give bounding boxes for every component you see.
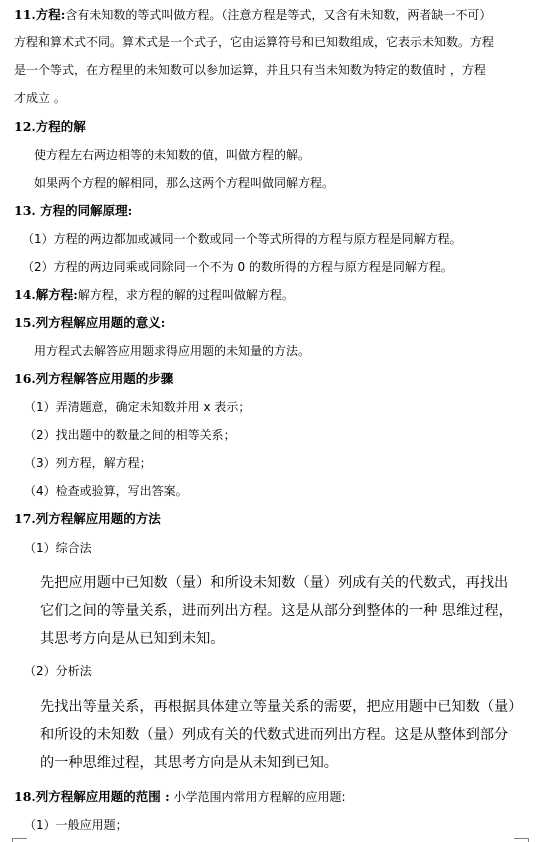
section-11-text-2: 方程和算术式不同。算术式是一个式子，它由运算符号和已知数组成，它表示未知数。方程 <box>14 35 495 49</box>
section-13-text-2: （2）方程的两边同乘或同除同一个不为 0 的数所得的方程与原方程是同解方程。 <box>22 260 453 274</box>
crop-mark-right <box>514 838 529 842</box>
section-18-text-1: 小学范围内常用方程解的应用题: <box>173 790 346 804</box>
section-11-text-3: 是一个等式，在方程里的未知数可以参加运算，并且只有当未知数为特定的数值时 ，方程 <box>14 63 486 77</box>
section-18-text-2: （1）一般应用题； <box>24 818 128 832</box>
method-1-label: （1）综合法 <box>24 541 92 555</box>
method-2-text-2: 和所设的未知数（量）列成有关的代数式进而列出方程。这是从整体到部分 <box>40 727 509 743</box>
section-16-step-4: （4）检查或验算，写出答案。 <box>24 484 188 498</box>
section-15-heading: 15.列方程解应用题的意义: <box>14 315 166 330</box>
method-1-text-2: 它们之间的等量关系，进而列出方程。这是从部分到整体的一种 思维过程， <box>40 603 513 619</box>
section-17-heading: 17.列方程解应用题的方法 <box>14 511 161 526</box>
section-12-heading: 12.方程的解 <box>14 119 86 134</box>
section-11-text-1: 含有未知数的等式叫做方程。（注意方程是等式，又含有未知数，两者缺一不可） <box>65 8 492 22</box>
section-14-line <box>14 287 294 303</box>
method-1-text-1: 先把应用题中已知数（量）和所设未知数（量）列成有关的代数式，再找出 <box>40 575 509 591</box>
section-15-text-1: 用方程式去解答应用题求得应用题的未知量的方法。 <box>34 344 311 358</box>
section-18-heading: 18.列方程解应用题的范围 : <box>14 789 170 804</box>
section-14-text-1: 解方程，求方程的解的过程叫做解方程。 <box>77 288 294 302</box>
section-11-line-1 <box>14 7 491 23</box>
section-13-heading: 13. 方程的同解原理: <box>14 203 133 218</box>
section-13-text-1: （1）方程的两边都加或减同一个数或同一个等式所得的方程与原方程是同解方程。 <box>22 232 462 246</box>
section-11-heading: 11.方程: <box>14 7 66 22</box>
section-16-heading: 16.列方程解答应用题的步骤 <box>14 371 174 386</box>
method-2-label: （2）分析法 <box>24 664 92 678</box>
method-2-text-3: 的一种思维过程，其思考方向是从未知到已知。 <box>40 755 338 771</box>
section-12-text-1: 使方程左右两边相等的未知数的值，叫做方程的解。 <box>34 148 311 162</box>
section-16-step-1: （1）弄清题意，确定未知数并用 x 表示； <box>24 400 251 414</box>
section-12-text-2: 如果两个方程的解相同，那么这两个方程叫做同解方程。 <box>34 176 335 190</box>
method-2-text-1: 先找出等量关系，再根据具体建立等量关系的需要，把应用题中已知数（量） <box>40 699 523 715</box>
method-1-text-3: 其思考方向是从已知到未知。 <box>40 631 225 647</box>
section-16-step-2: （2）找出题中的数量之间的相等关系； <box>24 428 236 442</box>
section-11-text-4: 才成立 。 <box>14 91 66 105</box>
section-18-line <box>14 789 346 805</box>
section-14-heading: 14.解方程: <box>14 287 78 302</box>
section-16-step-3: （3）列方程，解方程； <box>24 456 152 470</box>
crop-mark-left <box>12 838 27 842</box>
